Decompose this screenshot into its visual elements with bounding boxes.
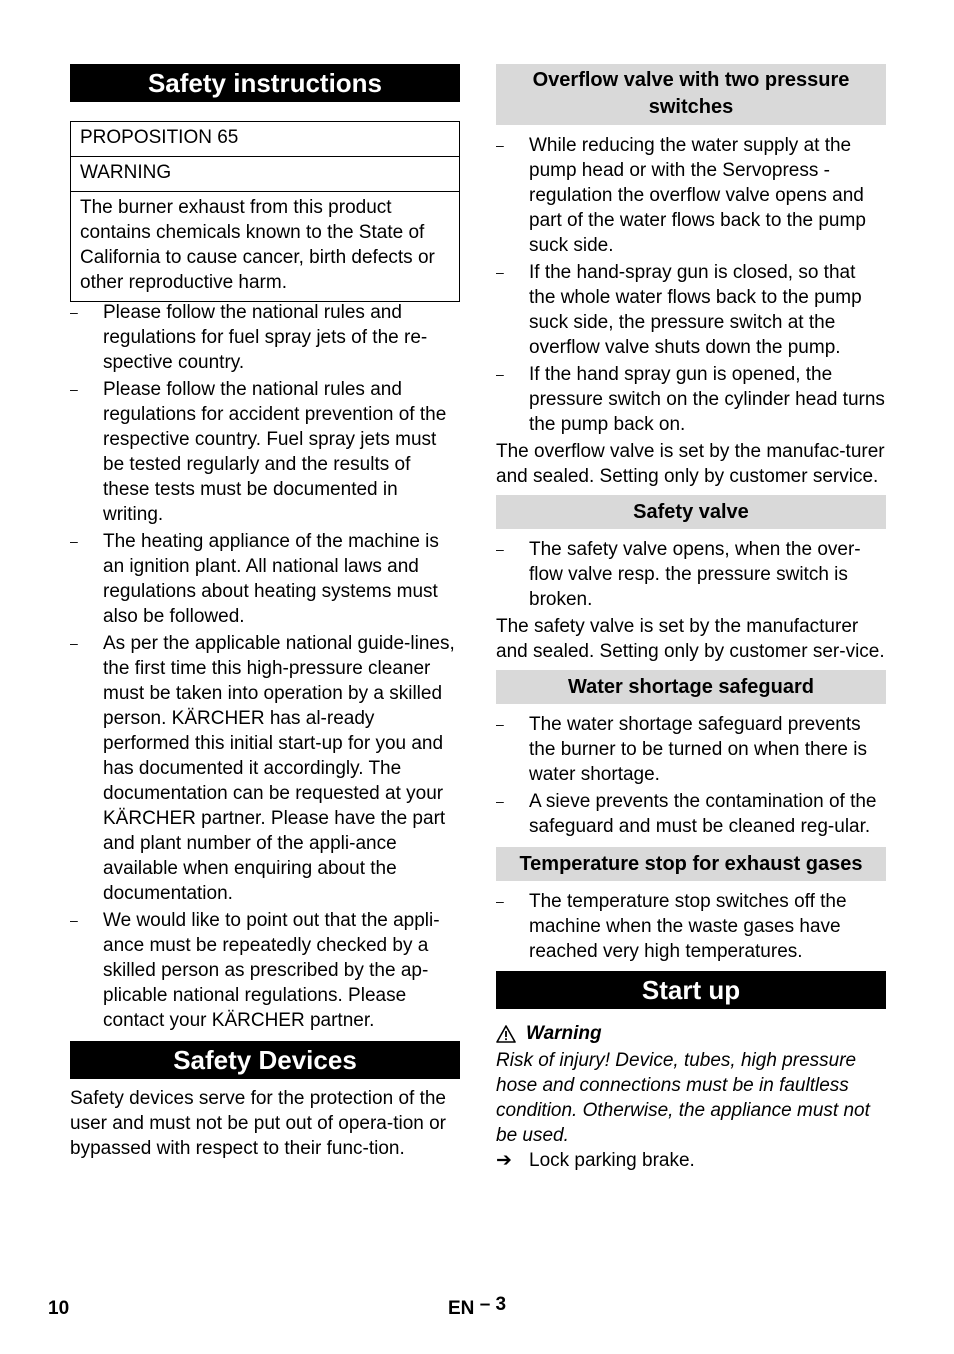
proposition-65-box [70,121,460,302]
water-shortage-heading: Water shortage safeguard [496,670,886,704]
safety-devices-text: Safety devices serve for the protection of the user and must not be put out of opera-tion or bypassed with respect to their func-tion. [70,1088,447,1159]
start-up-heading: Start up [496,971,886,1009]
dash-bullet: – [496,716,504,732]
dash-bullet: – [496,793,504,809]
proposition-65-label: PROPOSITION 65 [80,127,239,148]
footer-section [448,1294,507,1320]
instruction-step [496,1148,886,1173]
list-item: – If the hand spray gun is opened, the pressure switch on the cylinder head turns the pump back on. [496,364,885,435]
section-page: – 3 [479,1294,507,1315]
overflow-valve-text: The overflow valve is set by the manufac-turer and sealed. Setting only by customer service. [496,441,885,487]
dash-bullet: – [70,533,78,549]
list-item: – The heating appliance of the machine is an ignition plant. All national laws and regulations about heating systems must also be followed. [70,531,439,627]
list-item: – As per the applicable national guide-lines, the first time this high-pressure cleaner must be taken into operation by a skilled person. KÄRCHER has al-ready performed this initial start-up for you and has documented it accordingly. The documentation can be requested at your KÄRCHER partner. Please have the part and plant number of the appli-ance available when enquiring about the documentation. [70,633,455,904]
warning-title [496,1021,886,1046]
warning-text: Risk of injury! Device, tubes, high pressure hose and connections must be in faultless condition. Otherwise, the appliance must not be used. [496,1050,870,1146]
dash-bullet: – [496,893,504,909]
list-item: – The temperature stop switches off the machine when the waste gases have reached very high temperatures. [496,891,847,962]
safety-devices-heading: Safety Devices [70,1041,460,1079]
dash-bullet: – [70,635,78,651]
warning-triangle-icon [496,1025,516,1043]
list-item: – While reducing the water supply at the pump head or with the Servopress - regulation the overflow valve opens and part of the water flows back to the pump suck side. [496,135,866,256]
overflow-valve-list [496,133,886,437]
dash-bullet: – [496,264,504,280]
dash-bullet: – [496,366,504,382]
dash-bullet: – [496,541,504,557]
left-column [70,64,460,1161]
list-item: – Please follow the national rules and regulations for fuel spray jets of the re-spective country. [70,302,428,373]
list-item: – If the hand-spray gun is closed, so that the whole water flows back to the pump suck side, the pressure switch at the overflow valve shuts down the pump. [496,262,862,358]
safety-valve-list [496,537,886,612]
dash-bullet: – [70,912,78,928]
step-text: Lock parking brake. [529,1150,695,1171]
warning-label: WARNING [71,156,459,191]
proposition-65-text: The burner exhaust from this product contains chemicals known to the State of California to cause cancer, birth defects or other reproductive harm. [71,191,459,301]
overflow-valve-heading: Overflow valve with two pressure switches [496,64,886,125]
safety-instructions-heading: Safety instructions [70,64,460,102]
page-number: 10 [48,1298,70,1319]
safety-instructions-list [70,300,460,1033]
list-item: – The water shortage safeguard prevents the burner to be turned on when there is water shortage. [496,714,868,785]
temperature-stop-list [496,889,886,964]
safety-valve-heading: Safety valve [496,495,886,529]
list-item: – The safety valve opens, when the over-flow valve resp. the pressure switch is broken. [496,539,861,610]
warning-label: Warning [526,1023,602,1044]
temperature-stop-heading: Temperature stop for exhaust gases [496,847,886,881]
water-shortage-list [496,712,886,839]
safety-valve-text: The safety valve is set by the manufacturer and sealed. Setting only by customer ser-vice. [496,616,885,662]
arrow-right-icon: ➔ [496,1150,512,1171]
dash-bullet: – [496,137,504,153]
language-code: EN [448,1298,475,1319]
dash-bullet: – [70,381,78,397]
list-item: – Please follow the national rules and regulations for accident prevention of the respective country. Fuel spray jets must be tested regularly and the results of these tests must be documented in writing. [70,379,447,525]
right-column [496,64,886,1173]
list-item: – A sieve prevents the contamination of the safeguard and must be cleaned reg-ular. [496,791,877,837]
dash-bullet: – [70,304,78,320]
list-item: – We would like to point out that the appli-ance must be repeatedly checked by a skilled person as prescribed by the ap-plicable national regulations. Please contact your KÄRCHER partner. [70,910,440,1031]
